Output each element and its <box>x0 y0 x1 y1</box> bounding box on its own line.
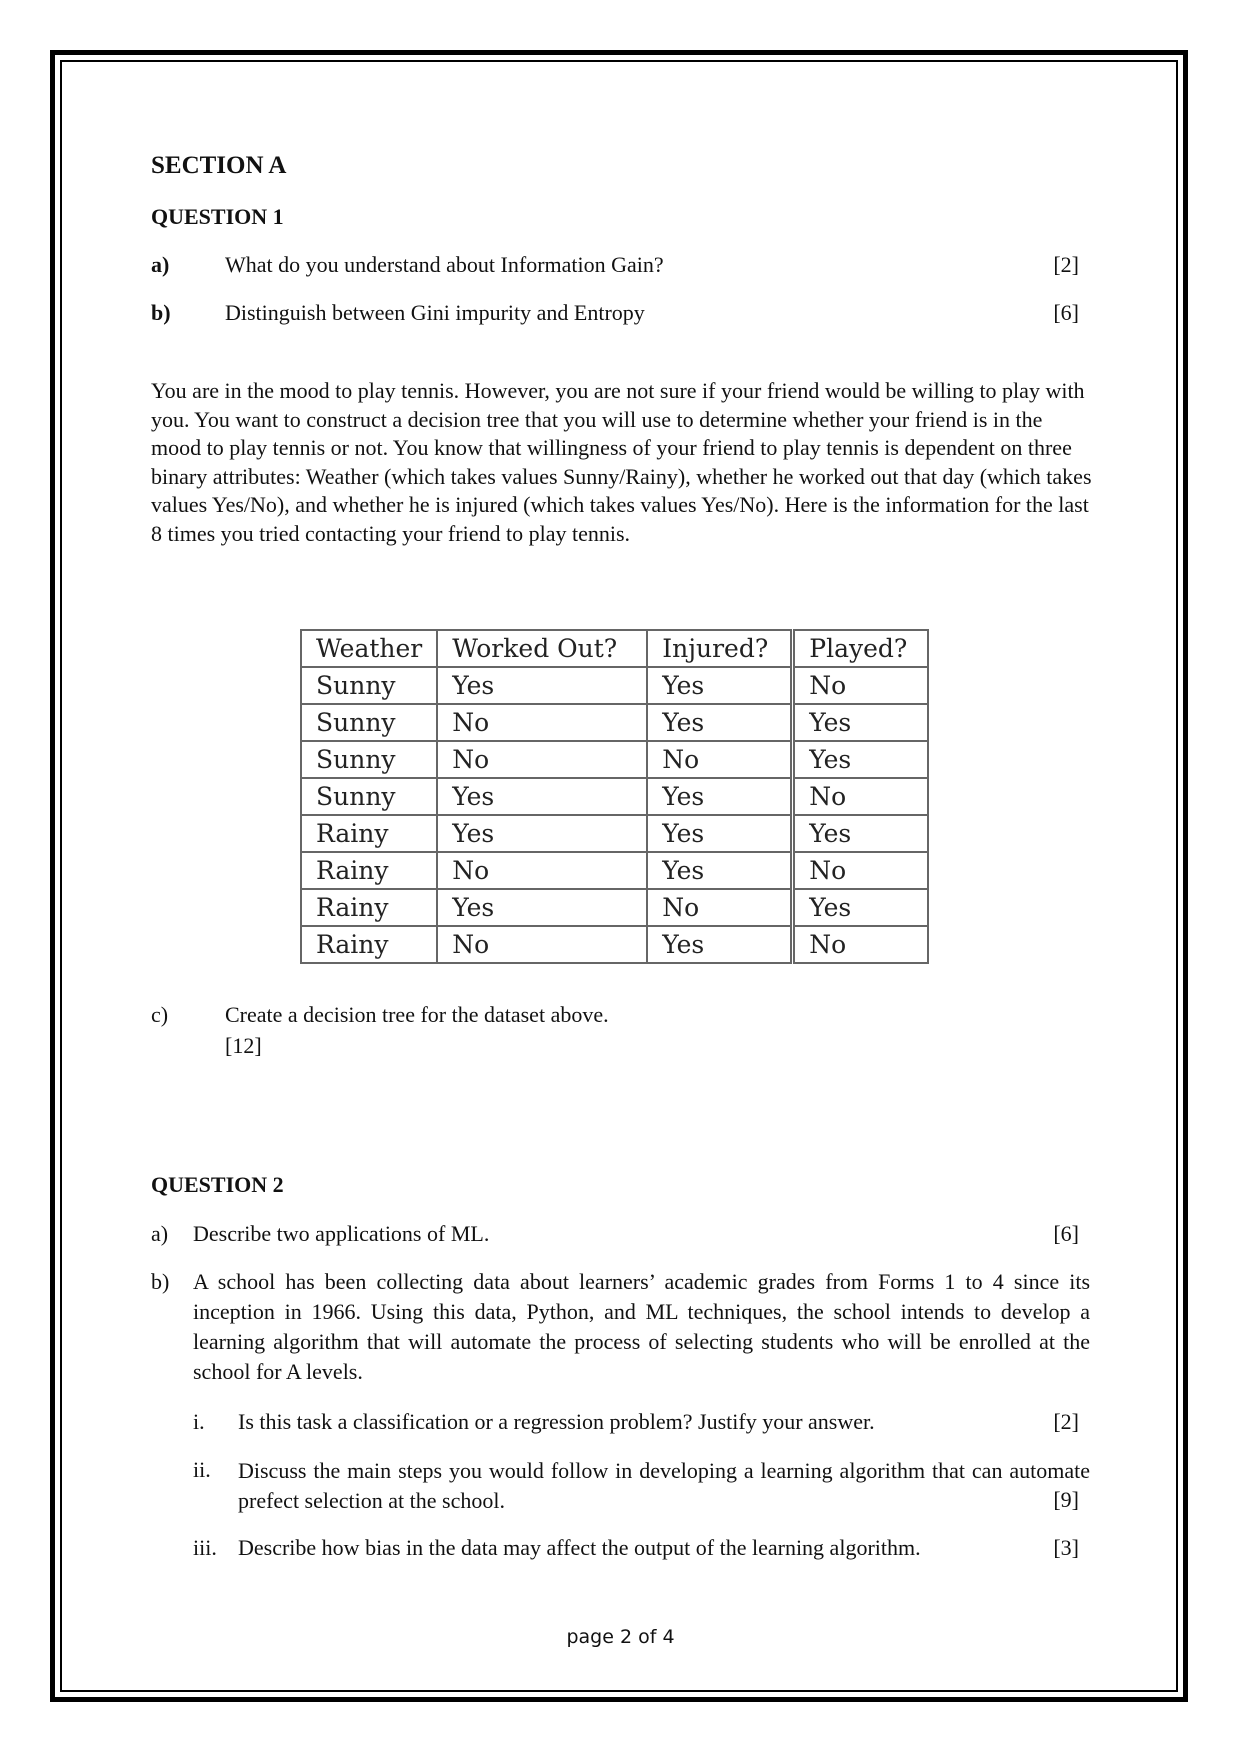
q2biii-text: Describe how bias in the data may affect the output of the learning algorithm. <box>238 1535 921 1560</box>
table-cell: Yes <box>437 778 647 815</box>
table-cell: No <box>437 741 647 778</box>
question-1-title: QUESTION 1 <box>151 204 284 229</box>
table-cell: Sunny <box>301 667 437 704</box>
table-cell: Yes <box>647 667 793 704</box>
q2bii-label: ii. <box>193 1457 211 1482</box>
q2biii-label: iii. <box>193 1535 217 1560</box>
table-cell: Rainy <box>301 815 437 852</box>
table-row <box>301 741 928 778</box>
table-cell: No <box>793 667 929 704</box>
table-cell: Yes <box>647 852 793 889</box>
table-cell: Weather <box>301 630 437 667</box>
table-cell: Injured? <box>647 630 793 667</box>
table-cell: Yes <box>437 667 647 704</box>
table-header-row <box>301 630 928 667</box>
q2bi-marks: [2] <box>1053 1409 1079 1434</box>
q2bi-text: Is this task a classification or a regression problem? Justify your answer. <box>238 1409 875 1434</box>
q2a-marks: [6] <box>1053 1221 1079 1246</box>
table-cell: No <box>437 704 647 741</box>
table-row <box>301 926 928 963</box>
table-row <box>301 704 928 741</box>
table-cell: Yes <box>647 778 793 815</box>
tennis-data-table <box>300 629 929 964</box>
q2a-label: a) <box>151 1221 169 1246</box>
table-cell: No <box>793 926 929 963</box>
table-row <box>301 778 928 815</box>
q1a-label: a) <box>151 252 170 277</box>
table-row <box>301 889 928 926</box>
table-cell: No <box>437 926 647 963</box>
table-cell: Rainy <box>301 926 437 963</box>
q2bii-marks: [9] <box>1053 1487 1079 1512</box>
table-cell: No <box>437 852 647 889</box>
q2bi-label: i. <box>193 1409 205 1434</box>
table-cell: No <box>793 852 929 889</box>
table-row <box>301 815 928 852</box>
section-title: SECTION A <box>151 152 287 179</box>
q2a-text: Describe two applications of ML. <box>193 1221 490 1246</box>
table-cell: Sunny <box>301 704 437 741</box>
q2biii-marks: [3] <box>1053 1535 1079 1560</box>
question-2-title: QUESTION 2 <box>151 1172 284 1197</box>
q1b-text: Distinguish between Gini impurity and Entropy <box>225 300 645 325</box>
table-cell: Yes <box>647 815 793 852</box>
table-cell: Yes <box>647 926 793 963</box>
table-cell: Rainy <box>301 889 437 926</box>
page-number: page 2 of 4 <box>566 1626 675 1648</box>
q2b-text: A school has been collecting data about learners’ academic grades from Forms 1 to 4 since its inception in 1966. Using this data, Python, and ML techniques, the school intends to develop a learning algorithm that will automate the process of selecting students who will be enrolled at the school for A levels. <box>193 1269 1090 1384</box>
table-cell: Yes <box>437 889 647 926</box>
table-cell: Yes <box>793 704 929 741</box>
table-cell: No <box>793 778 929 815</box>
table-cell: Worked Out? <box>437 630 647 667</box>
table-cell: Yes <box>793 889 929 926</box>
q2bii-text: Discuss the main steps you would follow in developing a learning algorithm that can automate prefect selection at the school. <box>238 1458 1090 1513</box>
q1c-label: c) <box>151 1002 169 1027</box>
q1c-text: Create a decision tree for the dataset above. <box>225 1002 609 1027</box>
q1a-marks: [2] <box>1053 252 1079 277</box>
table-cell: Yes <box>437 815 647 852</box>
q1a-text: What do you understand about Information Gain? <box>225 252 664 277</box>
table-row <box>301 852 928 889</box>
q1b-marks: [6] <box>1053 300 1079 325</box>
q1b-label: b) <box>151 300 171 325</box>
table-cell: Rainy <box>301 852 437 889</box>
table-cell: Played? <box>793 630 929 667</box>
table-cell: Sunny <box>301 741 437 778</box>
q2b-label: b) <box>151 1269 170 1294</box>
table-cell: No <box>647 741 793 778</box>
table-cell: Yes <box>793 815 929 852</box>
table-cell: Yes <box>793 741 929 778</box>
table-cell: No <box>647 889 793 926</box>
table-cell: Yes <box>647 704 793 741</box>
q1c-marks: [12] <box>225 1033 262 1058</box>
table-cell: Sunny <box>301 778 437 815</box>
table-row <box>301 667 928 704</box>
q1-scenario-paragraph: You are in the mood to play tennis. However, you are not sure if your friend would be willing to play with you. You want to construct a decision tree that you will use to determine whether your friend is in the mood to play tennis or not. You know that willingness of your friend to play tennis is dependent on three binary attributes: Weather (which takes values Sunny/Rainy), whether he worked out that day (which takes values Yes/No), and whether he is injured (which takes values Yes/No). Here is the information for the last 8 times you tried contacting your friend to play tennis. <box>151 378 1092 546</box>
